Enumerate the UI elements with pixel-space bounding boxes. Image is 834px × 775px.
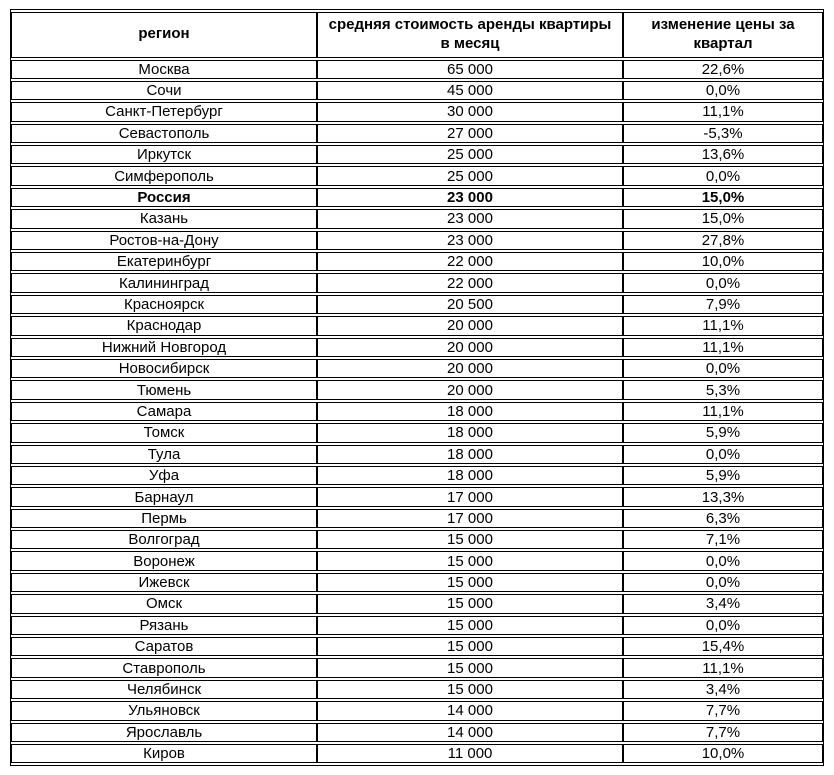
rent-cell: 25 000 [317, 145, 623, 164]
region-cell: Севастополь [11, 124, 317, 143]
region-cell: Красноярск [11, 295, 317, 314]
rent-cell: 18 000 [317, 445, 623, 464]
rent-cell: 15 000 [317, 530, 623, 549]
table-row [11, 380, 823, 399]
region-cell: Ижевск [11, 573, 317, 592]
rent-cell: 22 000 [317, 252, 623, 271]
region-cell: Ярославль [11, 723, 317, 742]
rent-cell: 45 000 [317, 81, 623, 100]
region-cell: Санкт-Петербург [11, 102, 317, 121]
change-cell: 0,0% [623, 445, 823, 464]
change-cell: 10,0% [623, 744, 823, 763]
rent-cell: 30 000 [317, 102, 623, 121]
change-cell: 15,0% [623, 188, 823, 207]
change-cell: 5,3% [623, 380, 823, 399]
change-cell: 7,1% [623, 530, 823, 549]
table-row [11, 723, 823, 742]
table-row [11, 295, 823, 314]
table-row [11, 166, 823, 185]
region-cell: Ставрополь [11, 658, 317, 677]
rent-cell: 25 000 [317, 166, 623, 185]
region-cell: Ульяновск [11, 701, 317, 720]
region-cell: Краснодар [11, 316, 317, 335]
table-row [11, 487, 823, 506]
region-cell: Москва [11, 60, 317, 79]
rent-table [10, 9, 824, 766]
change-cell: 7,7% [623, 723, 823, 742]
change-cell: 0,0% [623, 551, 823, 570]
header-rent: средняя стоимость аренды квартиры в месяц [317, 12, 623, 58]
rent-cell: 18 000 [317, 466, 623, 485]
table-row [11, 658, 823, 677]
rent-cell: 20 000 [317, 316, 623, 335]
region-cell: Иркутск [11, 145, 317, 164]
change-cell: 11,1% [623, 402, 823, 421]
rent-cell: 18 000 [317, 402, 623, 421]
change-cell: -5,3% [623, 124, 823, 143]
region-cell: Тула [11, 445, 317, 464]
region-cell: Калининград [11, 273, 317, 292]
rent-cell: 15 000 [317, 658, 623, 677]
table-row [11, 637, 823, 656]
region-cell: Россия [11, 188, 317, 207]
region-cell: Барнаул [11, 487, 317, 506]
change-cell: 13,6% [623, 145, 823, 164]
rent-cell: 15 000 [317, 573, 623, 592]
table-row [11, 252, 823, 271]
change-cell: 15,4% [623, 637, 823, 656]
change-cell: 0,0% [623, 573, 823, 592]
table-header-row [11, 12, 823, 58]
table-row [11, 402, 823, 421]
change-cell: 7,7% [623, 701, 823, 720]
table-row [11, 188, 823, 207]
change-cell: 7,9% [623, 295, 823, 314]
region-cell: Новосибирск [11, 359, 317, 378]
change-cell: 0,0% [623, 616, 823, 635]
change-cell: 5,9% [623, 466, 823, 485]
table-row [11, 445, 823, 464]
rent-cell: 11 000 [317, 744, 623, 763]
rent-cell: 15 000 [317, 551, 623, 570]
rent-cell: 20 500 [317, 295, 623, 314]
change-cell: 13,3% [623, 487, 823, 506]
region-cell: Киров [11, 744, 317, 763]
table-body [11, 60, 823, 764]
table-row [11, 594, 823, 613]
region-cell: Симферополь [11, 166, 317, 185]
region-cell: Ростов-на-Дону [11, 231, 317, 250]
rent-cell: 20 000 [317, 338, 623, 357]
table-row [11, 124, 823, 143]
change-cell: 10,0% [623, 252, 823, 271]
change-cell: 0,0% [623, 81, 823, 100]
change-cell: 15,0% [623, 209, 823, 228]
table-row [11, 359, 823, 378]
table-row [11, 680, 823, 699]
table-row [11, 60, 823, 79]
change-cell: 11,1% [623, 658, 823, 677]
header-region: регион [11, 12, 317, 58]
rent-cell: 23 000 [317, 231, 623, 250]
rent-cell: 14 000 [317, 701, 623, 720]
table-row [11, 81, 823, 100]
region-cell: Томск [11, 423, 317, 442]
region-cell: Уфа [11, 466, 317, 485]
change-cell: 0,0% [623, 273, 823, 292]
table-row [11, 145, 823, 164]
rent-cell: 18 000 [317, 423, 623, 442]
table-row [11, 316, 823, 335]
table-row [11, 701, 823, 720]
rent-cell: 23 000 [317, 188, 623, 207]
rent-cell: 23 000 [317, 209, 623, 228]
rent-cell: 17 000 [317, 509, 623, 528]
region-cell: Нижний Новгород [11, 338, 317, 357]
table-row [11, 466, 823, 485]
region-cell: Самара [11, 402, 317, 421]
table-row [11, 744, 823, 763]
region-cell: Пермь [11, 509, 317, 528]
rent-cell: 17 000 [317, 487, 623, 506]
rent-cell: 27 000 [317, 124, 623, 143]
region-cell: Волгоград [11, 530, 317, 549]
change-cell: 3,4% [623, 594, 823, 613]
region-cell: Казань [11, 209, 317, 228]
region-cell: Тюмень [11, 380, 317, 399]
rent-cell: 65 000 [317, 60, 623, 79]
rent-cell: 20 000 [317, 359, 623, 378]
rent-cell: 15 000 [317, 594, 623, 613]
region-cell: Омск [11, 594, 317, 613]
region-cell: Екатеринбург [11, 252, 317, 271]
table-row [11, 530, 823, 549]
table-row [11, 573, 823, 592]
rent-cell: 20 000 [317, 380, 623, 399]
region-cell: Челябинск [11, 680, 317, 699]
table-row [11, 273, 823, 292]
change-cell: 5,9% [623, 423, 823, 442]
rent-cell: 15 000 [317, 637, 623, 656]
change-cell: 11,1% [623, 338, 823, 357]
change-cell: 27,8% [623, 231, 823, 250]
table-row [11, 551, 823, 570]
region-cell: Рязань [11, 616, 317, 635]
table-row [11, 423, 823, 442]
table-row [11, 338, 823, 357]
rent-cell: 15 000 [317, 616, 623, 635]
change-cell: 6,3% [623, 509, 823, 528]
change-cell: 22,6% [623, 60, 823, 79]
rent-cell: 14 000 [317, 723, 623, 742]
table-row [11, 616, 823, 635]
change-cell: 0,0% [623, 359, 823, 378]
table-row [11, 209, 823, 228]
rent-cell: 15 000 [317, 680, 623, 699]
table-row [11, 231, 823, 250]
change-cell: 3,4% [623, 680, 823, 699]
table-row [11, 509, 823, 528]
change-cell: 11,1% [623, 316, 823, 335]
region-cell: Воронеж [11, 551, 317, 570]
table-row [11, 102, 823, 121]
region-cell: Саратов [11, 637, 317, 656]
header-change: изменение цены за квартал [623, 12, 823, 58]
region-cell: Сочи [11, 81, 317, 100]
change-cell: 0,0% [623, 166, 823, 185]
change-cell: 11,1% [623, 102, 823, 121]
rent-cell: 22 000 [317, 273, 623, 292]
